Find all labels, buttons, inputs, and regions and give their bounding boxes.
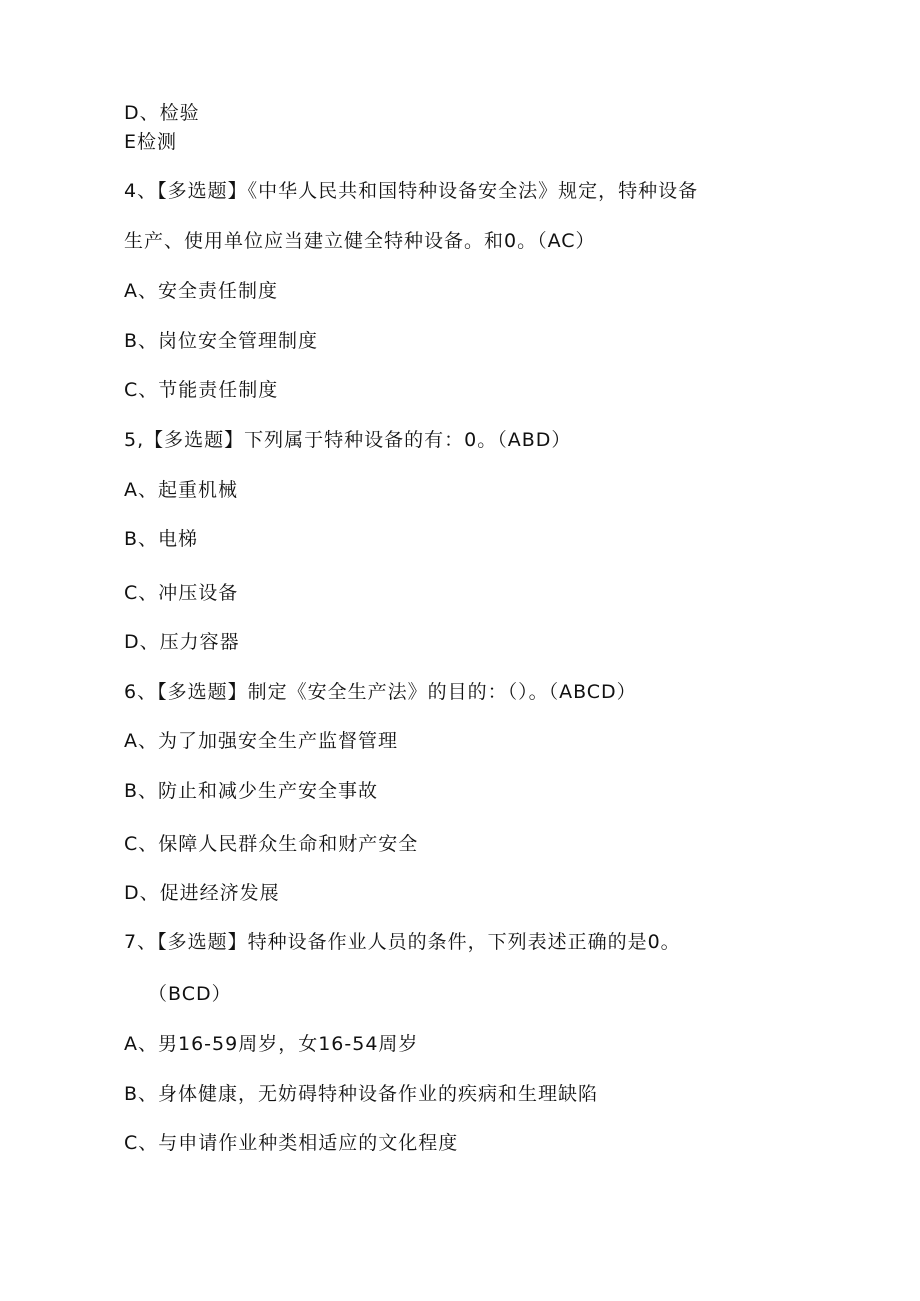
q6-option-c: C、保障人民群众生命和财产安全: [124, 833, 419, 855]
q6-option-b: B、防止和减少生产安全事故: [124, 780, 379, 802]
q6-option-d: D、促进经济发展: [124, 882, 280, 904]
question-6-text: 6、【多选题】制定《安全生产法》的目的：（）。（ABCD）: [124, 681, 637, 703]
option-e-prev: E检测: [124, 131, 178, 153]
option-d-prev: D、检验: [124, 102, 200, 124]
q5-option-d: D、压力容器: [124, 631, 240, 653]
q7-option-c: C、与申请作业种类相适应的文化程度: [124, 1132, 459, 1154]
q5-option-a: A、起重机械: [124, 479, 238, 501]
q7-option-a: A、男16-59周岁，女16-54周岁: [124, 1033, 419, 1055]
question-7-text: 7、【多选题】特种设备作业人员的条件，下列表述正确的是0。: [124, 931, 681, 953]
question-4-text-cont: 生产、使用单位应当建立健全特种设备。和0。（AC）: [124, 230, 596, 252]
q7-option-b: B、身体健康，无妨碍特种设备作业的疾病和生理缺陷: [124, 1083, 599, 1105]
q5-option-b: B、电梯: [124, 528, 199, 550]
question-4-text: 4、【多选题】《中华人民共和国特种设备安全法》规定，特种设备: [124, 180, 699, 202]
question-7-answer: （BCD）: [148, 983, 232, 1005]
q4-option-b: B、岗位安全管理制度: [124, 330, 319, 352]
q6-option-a: A、为了加强安全生产监督管理: [124, 730, 398, 752]
question-5-text: 5,【多选题】下列属于特种设备的有：0。（ABD）: [124, 429, 572, 451]
q4-option-a: A、安全责任制度: [124, 280, 278, 302]
q5-option-c: C、冲压设备: [124, 582, 239, 604]
q4-option-c: C、节能责任制度: [124, 379, 279, 401]
